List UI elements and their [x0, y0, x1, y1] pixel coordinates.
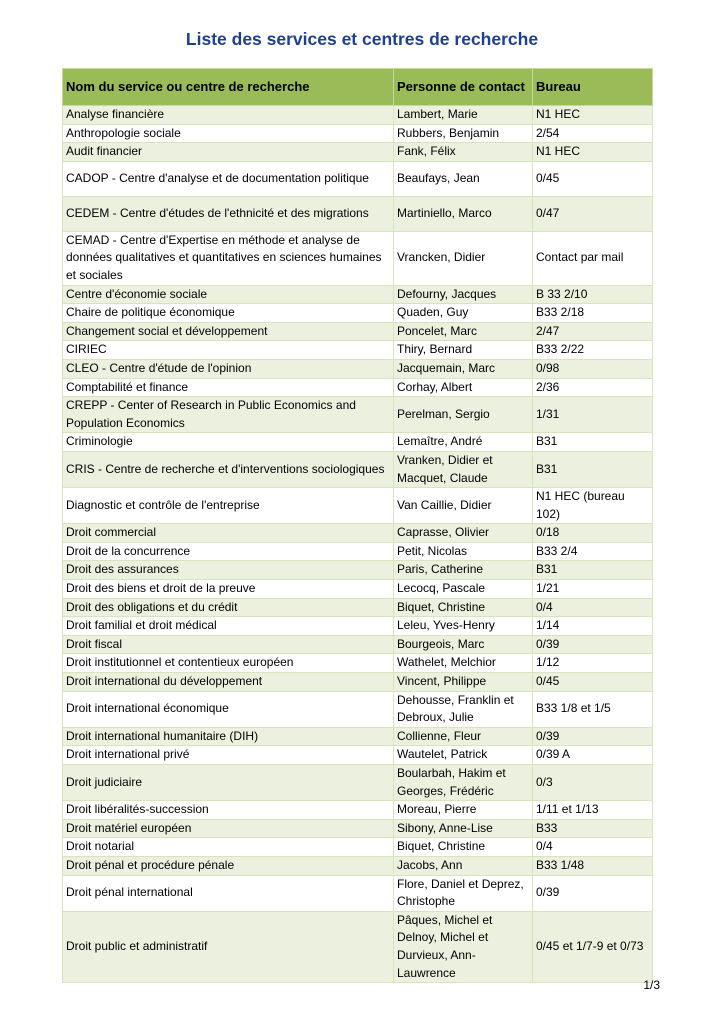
table-row	[63, 524, 653, 543]
cell-office: B33 1/48	[533, 856, 653, 875]
table-row	[63, 488, 653, 524]
cell-office: 0/3	[533, 765, 653, 801]
cell-service: Droit international privé	[63, 746, 394, 765]
cell-contact: Quaden, Guy	[394, 304, 533, 323]
cell-office: B33 2/18	[533, 304, 653, 323]
table-row	[63, 378, 653, 397]
cell-contact: Van Caillie, Didier	[394, 488, 533, 524]
cell-service: Droit des obligations et du crédit	[63, 598, 394, 617]
cell-service: Droit pénal international	[63, 875, 394, 911]
cell-service: CEDEM - Centre d'études de l'ethnicité et des migrations	[63, 196, 394, 231]
cell-contact: Sibony, Anne-Lise	[394, 819, 533, 838]
cell-office: 0/39 A	[533, 746, 653, 765]
cell-contact: Fank, Félix	[394, 143, 533, 162]
cell-office: 1/11 et 1/13	[533, 801, 653, 820]
cell-office: 0/4	[533, 598, 653, 617]
table-row	[63, 801, 653, 820]
cell-contact: Defourny, Jacques	[394, 285, 533, 304]
table-header-row	[63, 69, 653, 106]
cell-office: 2/36	[533, 378, 653, 397]
cell-office: B33 1/8 et 1/5	[533, 691, 653, 727]
cell-contact: Jacobs, Ann	[394, 856, 533, 875]
table-row	[63, 231, 653, 285]
cell-service: Diagnostic et contrôle de l'entreprise	[63, 488, 394, 524]
table-row	[63, 451, 653, 487]
cell-office: N1 HEC (bureau 102)	[533, 488, 653, 524]
table-row	[63, 691, 653, 727]
cell-service: Droit familial et droit médical	[63, 617, 394, 636]
cell-office: B33	[533, 819, 653, 838]
table-row	[63, 911, 653, 982]
cell-service: Droit commercial	[63, 524, 394, 543]
cell-office: B33 2/22	[533, 341, 653, 360]
cell-service: CEMAD - Centre d'Expertise en méthode et analyse de données qualitatives et quantitatives en sciences humaines et sociales	[63, 231, 394, 285]
cell-contact: Vrancken, Didier	[394, 231, 533, 285]
cell-office: 0/47	[533, 196, 653, 231]
cell-contact: Petit, Nicolas	[394, 542, 533, 561]
cell-office: B31	[533, 451, 653, 487]
table-row	[63, 542, 653, 561]
table-row	[63, 580, 653, 599]
table-row	[63, 765, 653, 801]
cell-contact: Corhay, Albert	[394, 378, 533, 397]
cell-contact: Beaufays, Jean	[394, 161, 533, 196]
cell-office: N1 HEC	[533, 106, 653, 125]
table-row	[63, 143, 653, 162]
cell-service: CLEO - Centre d'étude de l'opinion	[63, 359, 394, 378]
cell-service: Chaire de politique économique	[63, 304, 394, 323]
cell-contact: Moreau, Pierre	[394, 801, 533, 820]
table-row	[63, 124, 653, 143]
cell-service: Droit libéralités-succession	[63, 801, 394, 820]
cell-office: 2/47	[533, 322, 653, 341]
column-header-contact: Personne de contact	[394, 69, 533, 106]
cell-contact: Perelman, Sergio	[394, 397, 533, 433]
cell-contact: Jacquemain, Marc	[394, 359, 533, 378]
cell-service: CIRIEC	[63, 341, 394, 360]
cell-service: CADOP - Centre d'analyse et de documentation politique	[63, 161, 394, 196]
cell-service: CREPP - Center of Research in Public Economics and Population Economics	[63, 397, 394, 433]
table-row	[63, 397, 653, 433]
cell-service: CRIS - Centre de recherche et d'interventions sociologiques	[63, 451, 394, 487]
cell-service: Droit fiscal	[63, 635, 394, 654]
cell-service: Droit international économique	[63, 691, 394, 727]
column-header-office: Bureau	[533, 69, 653, 106]
cell-office: 0/39	[533, 727, 653, 746]
cell-office: 0/45 et 1/7-9 et 0/73	[533, 911, 653, 982]
cell-contact: Biquet, Christine	[394, 598, 533, 617]
cell-contact: Flore, Daniel et Deprez, Christophe	[394, 875, 533, 911]
cell-contact: Paris, Catherine	[394, 561, 533, 580]
table-row	[63, 673, 653, 692]
cell-contact: Rubbers, Benjamin	[394, 124, 533, 143]
cell-service: Anthropologie sociale	[63, 124, 394, 143]
cell-office: 0/39	[533, 875, 653, 911]
cell-contact: Bourgeois, Marc	[394, 635, 533, 654]
table-row	[63, 727, 653, 746]
table-row	[63, 561, 653, 580]
cell-service: Droit pénal et procédure pénale	[63, 856, 394, 875]
cell-office: 0/18	[533, 524, 653, 543]
cell-office: 0/45	[533, 161, 653, 196]
cell-contact: Dehousse, Franklin et Debroux, Julie	[394, 691, 533, 727]
table-row	[63, 746, 653, 765]
table-row	[63, 341, 653, 360]
table-row	[63, 654, 653, 673]
table-row	[63, 617, 653, 636]
cell-service: Droit international humanitaire (DIH)	[63, 727, 394, 746]
document-title: Liste des services et centres de recherche	[185, 29, 539, 49]
cell-service: Comptabilité et finance	[63, 378, 394, 397]
cell-service: Droit des assurances	[63, 561, 394, 580]
cell-contact: Caprasse, Olivier	[394, 524, 533, 543]
cell-service: Droit notarial	[63, 838, 394, 857]
cell-office: 0/98	[533, 359, 653, 378]
table-row	[63, 635, 653, 654]
cell-contact: Leleu, Yves-Henry	[394, 617, 533, 636]
table-row	[63, 598, 653, 617]
cell-office: 0/4	[533, 838, 653, 857]
cell-contact: Thiry, Bernard	[394, 341, 533, 360]
cell-office: 0/39	[533, 635, 653, 654]
cell-contact: Lemaître, André	[394, 433, 533, 452]
cell-service: Droit international du développement	[63, 673, 394, 692]
cell-contact: Wathelet, Melchior	[394, 654, 533, 673]
table-row	[63, 838, 653, 857]
cell-contact: Boularbah, Hakim et Georges, Frédéric	[394, 765, 533, 801]
cell-office: 1/12	[533, 654, 653, 673]
cell-office: Contact par mail	[533, 231, 653, 285]
cell-contact: Poncelet, Marc	[394, 322, 533, 341]
page-number: 1/3	[643, 978, 660, 992]
table-row	[63, 359, 653, 378]
table-row	[63, 161, 653, 196]
cell-service: Droit des biens et droit de la preuve	[63, 580, 394, 599]
cell-service: Audit financier	[63, 143, 394, 162]
cell-contact: Wautelet, Patrick	[394, 746, 533, 765]
table-row	[63, 285, 653, 304]
cell-contact: Vincent, Philippe	[394, 673, 533, 692]
cell-office: B 33 2/10	[533, 285, 653, 304]
cell-contact: Pâques, Michel et Delnoy, Michel et Durvieux, Ann-Lauwrence	[394, 911, 533, 982]
cell-service: Criminologie	[63, 433, 394, 452]
cell-contact: Vranken, Didier et Macquet, Claude	[394, 451, 533, 487]
cell-office: B31	[533, 433, 653, 452]
cell-office: 1/21	[533, 580, 653, 599]
cell-office: 1/14	[533, 617, 653, 636]
table-row	[63, 433, 653, 452]
cell-contact: Lecocq, Pascale	[394, 580, 533, 599]
cell-office: N1 HEC	[533, 143, 653, 162]
cell-office: 0/45	[533, 673, 653, 692]
cell-contact: Collienne, Fleur	[394, 727, 533, 746]
cell-office: B31	[533, 561, 653, 580]
services-table	[62, 68, 653, 983]
cell-service: Droit institutionnel et contentieux européen	[63, 654, 394, 673]
cell-service: Centre d'économie sociale	[63, 285, 394, 304]
table-row	[63, 196, 653, 231]
cell-service: Droit de la concurrence	[63, 542, 394, 561]
table-row	[63, 106, 653, 125]
cell-contact: Martiniello, Marco	[394, 196, 533, 231]
table-row	[63, 819, 653, 838]
table-row	[63, 875, 653, 911]
cell-office: B33 2/4	[533, 542, 653, 561]
cell-service: Droit matériel européen	[63, 819, 394, 838]
cell-service: Droit public et administratif	[63, 911, 394, 982]
table-row	[63, 304, 653, 323]
cell-service: Changement social et développement	[63, 322, 394, 341]
table-row	[63, 856, 653, 875]
cell-office: 1/31	[533, 397, 653, 433]
cell-service: Analyse financière	[63, 106, 394, 125]
cell-service: Droit judiciaire	[63, 765, 394, 801]
cell-contact: Biquet, Christine	[394, 838, 533, 857]
cell-office: 2/54	[533, 124, 653, 143]
cell-contact: Lambert, Marie	[394, 106, 533, 125]
column-header-service: Nom du service ou centre de recherche	[63, 69, 394, 106]
table-row	[63, 322, 653, 341]
